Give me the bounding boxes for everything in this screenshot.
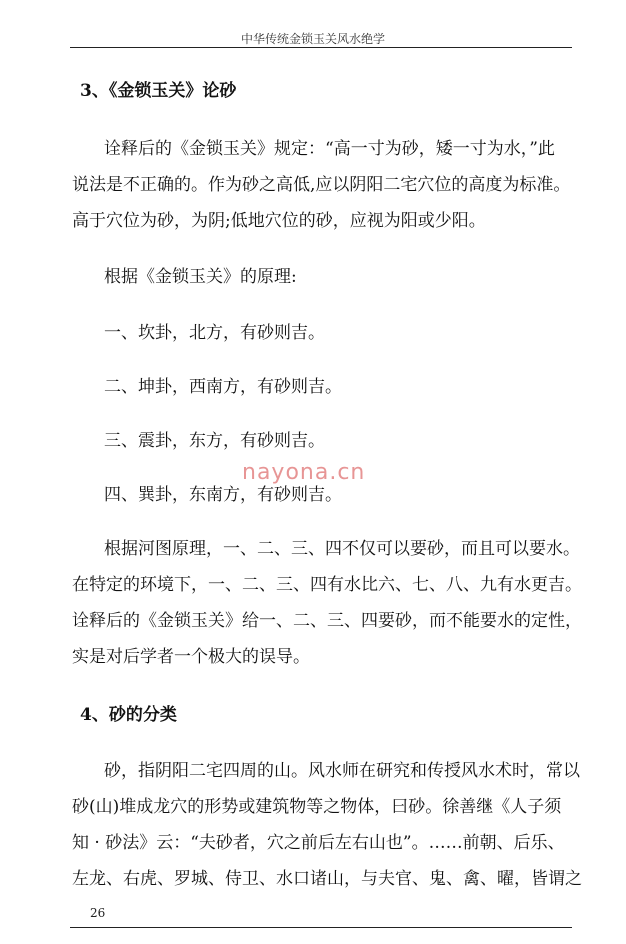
header-divider xyxy=(70,47,572,48)
watermark-text: nayona.cn xyxy=(242,460,366,485)
section-title-3: 3、《金锁玉关》论砂 xyxy=(80,81,237,101)
paragraph-1-line-1: 诠释后的《金锁玉关》规定：“高一寸为砂，矮一寸为水，”此 xyxy=(104,139,555,159)
header-title: 中华传统金锁玉关风水绝学 xyxy=(240,32,385,46)
paragraph-3-line-4: 实是对后学者一个极大的误导。 xyxy=(72,647,310,667)
paragraph-1-line-2: 说法是不正确的。作为砂之高低,应以阴阳二宅穴位的高度为标准。 xyxy=(72,175,571,195)
paragraph-4-line-1: 砂，指阴阳二宅四周的山。风水师在研究和传授风水术时，常以 xyxy=(104,761,580,781)
page-number: 26 xyxy=(90,906,106,920)
list-item-1: 一、坎卦，北方，有砂则吉。 xyxy=(104,323,325,343)
list-item-2: 二、坤卦，西南方，有砂则吉。 xyxy=(104,377,342,397)
paragraph-2: 根据《金锁玉关》的原理: xyxy=(104,267,297,287)
paragraph-1-line-3: 高于穴位为砂，为阴;低地穴位的砂，应视为阳或少阳。 xyxy=(72,211,486,231)
paragraph-4-line-4: 左龙、右虎、罗城、侍卫、水口诸山，与夫官、鬼、禽、曜，皆谓之 xyxy=(72,869,582,889)
list-item-3: 三、震卦，东方，有砂则吉。 xyxy=(104,431,325,451)
section-title-4: 4、砂的分类 xyxy=(80,705,177,725)
paragraph-3-line-3: 诠释后的《金锁玉关》给一、二、三、四要砂，而不能要水的定性， xyxy=(72,611,582,631)
paragraph-4-line-2: 砂(山)堆成龙穴的形势或建筑物等之物体，曰砂。徐善继《人子须 xyxy=(72,797,562,817)
list-item-4: 四、巽卦，东南方，有砂则吉。 xyxy=(104,485,342,505)
paragraph-3-line-1: 根据河图原理，一、二、三、四不仅可以要砂，而且可以要水。 xyxy=(104,539,580,559)
paragraph-3-line-2: 在特定的环境下，一、二、三、四有水比六、七、八、九有水更吉。 xyxy=(72,575,582,595)
footer-divider xyxy=(70,927,572,928)
paragraph-4-line-3: 知 · 砂法》云：“夫砂者，穴之前后左右山也”。……前朝、后乐、 xyxy=(72,833,565,853)
